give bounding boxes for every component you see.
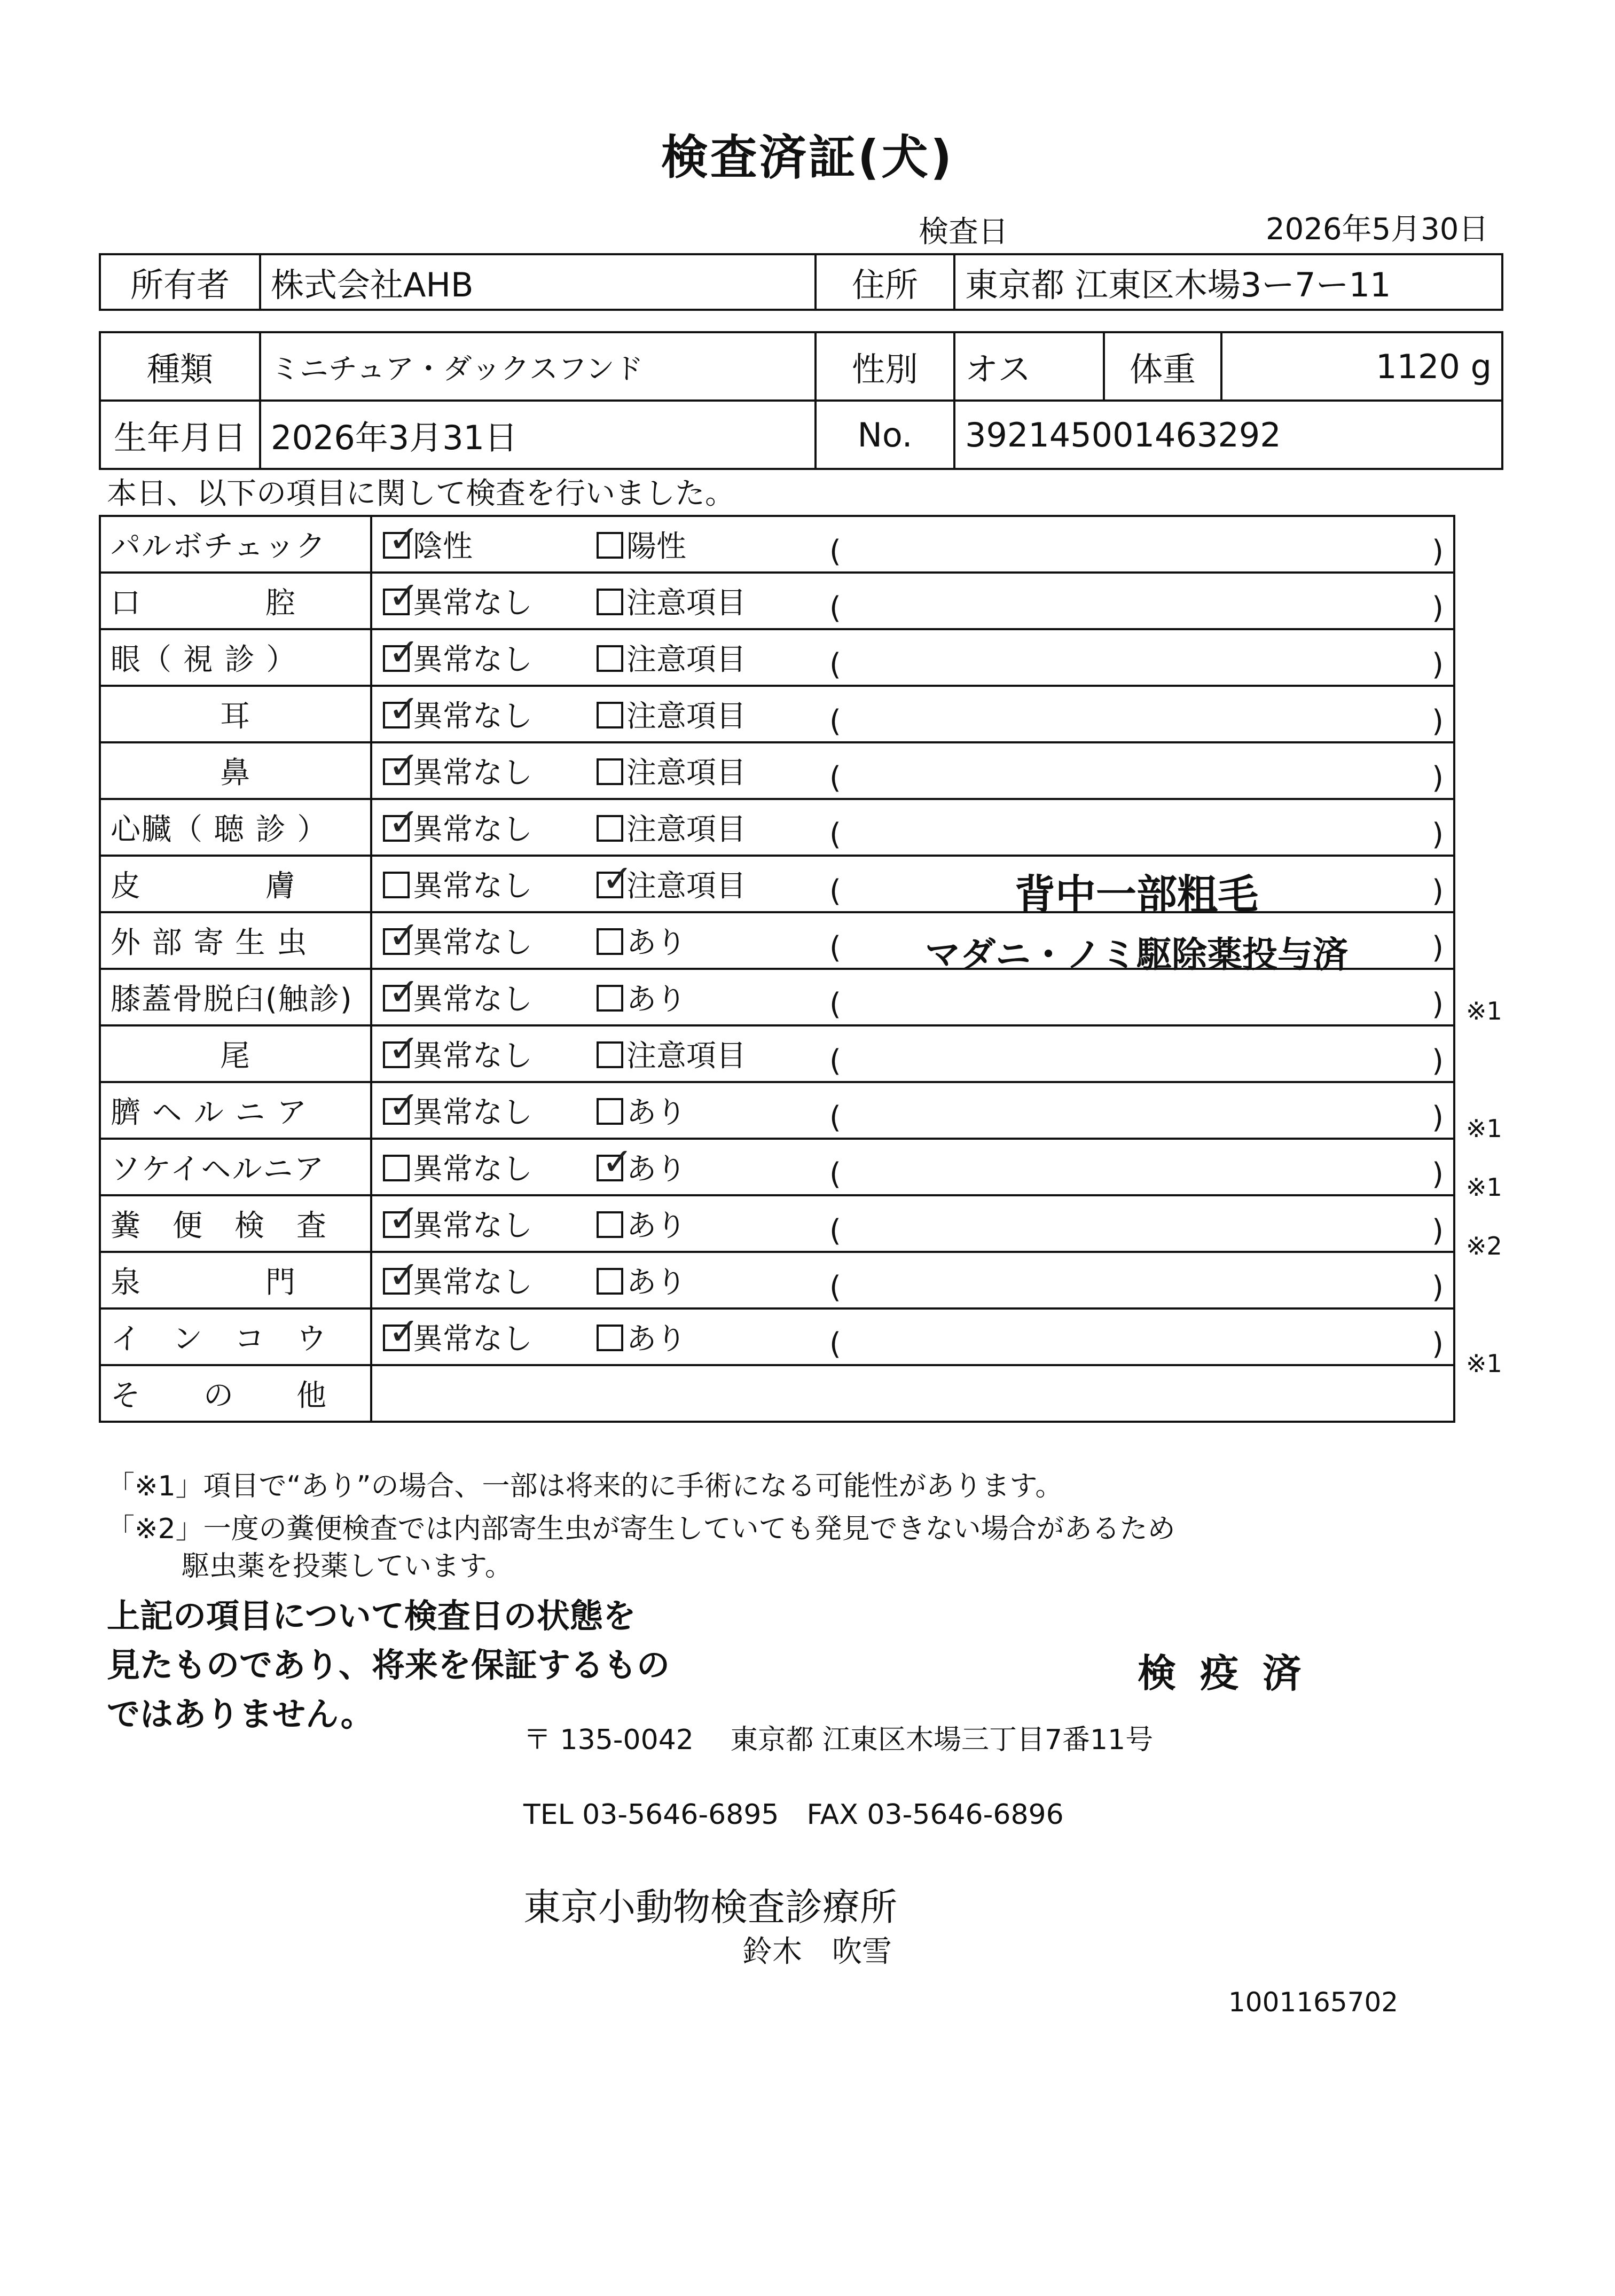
owner-label: 所有者 [100,254,260,310]
quarantine-stamp: 検 疫 済 [1138,1651,1307,1696]
exam-option[interactable] [383,693,597,735]
breed-value: ミニチュア・ダックスフンド [260,332,816,401]
open-paren: ( [829,760,841,795]
exam-table [99,515,1455,1423]
option-label: 注意項目 [626,586,746,621]
exam-row [100,1195,1454,1252]
checkbox[interactable] [383,815,410,842]
open-paren: ( [829,534,841,569]
footnote-mark: ※1 [1466,1173,1502,1202]
close-paren: ) [1432,873,1444,908]
exam-note-cell [820,1082,1454,1139]
checkbox[interactable] [383,532,410,559]
exam-date-label: 検査日 [919,215,1008,249]
open-paren: ( [829,1326,841,1361]
exam-note-cell [820,1195,1454,1252]
checkbox[interactable] [597,1268,623,1295]
close-paren: ) [1432,986,1444,1022]
exam-option[interactable] [383,976,597,1018]
option-label: 異常なし [413,642,532,677]
option-label: あり [626,926,686,960]
exam-item-label: 口 腔 [100,573,371,629]
exam-option[interactable] [597,693,810,735]
exam-row [100,799,1454,856]
exam-options [371,1082,820,1139]
exam-option[interactable] [383,1089,597,1132]
open-paren: ( [829,1156,841,1192]
option-label: 異常なし [413,756,532,790]
exam-note-cell [820,1025,1454,1082]
open-paren: ( [829,817,841,852]
checkbox[interactable] [383,1155,410,1181]
exam-options [371,1195,820,1252]
checkbox[interactable] [597,758,623,785]
exam-option[interactable] [383,1315,597,1358]
exam-row [100,969,1454,1025]
exam-option[interactable] [383,1259,597,1302]
address-label: 住所 [816,254,954,310]
owner-table [99,253,1503,311]
option-label: 異常なし [413,1095,532,1130]
exam-row [100,856,1454,912]
checkbox[interactable] [383,702,410,728]
option-label: 異常なし [413,699,532,734]
checkbox[interactable] [597,928,623,955]
exam-note: マダニ・ノミ駆除薬投与済 [925,934,1348,975]
exam-item-label: 臍 ヘ ル ニ ア [100,1082,371,1139]
exam-option[interactable] [597,523,810,566]
exam-note-cell [820,573,1454,629]
exam-item-label: 眼（ 視 診 ） [100,629,371,686]
checkbox[interactable] [383,985,410,1012]
exam-note-cell [820,1308,1454,1365]
option-label: あり [626,1209,686,1243]
checkbox[interactable] [597,1325,623,1351]
exam-option[interactable] [383,806,597,849]
checkbox[interactable] [597,1098,623,1125]
exam-option[interactable] [597,1089,810,1132]
exam-note-cell [820,912,1454,975]
other-label: そ の 他 [100,1365,371,1422]
exam-item-label: 心臓（ 聴 診 ） [100,799,371,856]
animal-table [99,331,1503,470]
exam-options [371,1252,820,1308]
no-value: 392145001463292 [954,401,1502,469]
checkbox[interactable] [383,1098,410,1125]
exam-option[interactable] [597,976,810,1018]
option-label: 異常なし [413,812,532,847]
close-paren: ) [1432,703,1444,739]
option-label: 異常なし [413,982,532,1017]
footnote-mark: ※1 [1466,1349,1502,1378]
option-label: 注意項目 [626,642,746,677]
option-label: 異常なし [413,1265,532,1300]
checkbox[interactable] [597,1211,623,1238]
option-label: あり [626,1152,686,1187]
weight-label: 体重 [1104,332,1221,401]
exam-item-label: ソケイヘルニア [100,1139,371,1195]
exam-row [100,742,1454,799]
exam-option[interactable] [597,1202,810,1245]
exam-option[interactable] [597,749,810,792]
exam-options [371,912,820,969]
exam-option[interactable] [383,863,597,905]
footnote-mark: ※1 [1466,1114,1502,1143]
footnote-mark: ※1 [1466,997,1502,1025]
close-paren: ) [1432,930,1444,965]
intro-text: 本日、以下の項目に関して検査を行いました。 [107,476,735,511]
open-paren: ( [829,873,841,908]
footnote-2-cont: 駆虫薬を投薬しています。 [182,1550,513,1582]
checkbox[interactable] [597,645,623,672]
checkbox[interactable] [597,702,623,728]
exam-note-cell [820,742,1454,799]
close-paren: ) [1432,1270,1444,1305]
exam-row [100,912,1454,969]
option-label: 異常なし [413,586,532,621]
exam-note: 背中一部粗毛 [1015,870,1258,918]
footnote-2: 「※2」一度の糞便検査では内部寄生虫が寄生していても発見できない場合があるため [107,1513,1175,1545]
checkbox[interactable] [383,1211,410,1238]
exam-option[interactable] [597,919,810,962]
exam-option[interactable] [383,523,597,566]
exam-option[interactable] [383,636,597,679]
owner-value: 株式会社AHB [260,254,816,310]
checkbox[interactable] [597,1041,623,1068]
close-paren: ) [1432,1156,1444,1192]
checkbox[interactable] [383,589,410,615]
clinic-address: 〒 135-0042 東京都 江東区木場三丁目7番11号 [523,1724,1154,1756]
option-label: 異常なし [413,869,532,904]
open-paren: ( [829,1213,841,1248]
breed-label: 種類 [100,332,260,401]
exam-options [371,573,820,629]
footnote-1: 「※1」項目で“あり”の場合、一部は将来的に手術になる可能性があります。 [107,1470,1063,1502]
exam-note-cell [820,799,1454,856]
exam-item-label: 皮 膚 [100,856,371,912]
option-label: 注意項目 [626,1039,746,1073]
exam-option[interactable] [597,1259,810,1302]
option-label: 異常なし [413,1152,532,1187]
checkbox[interactable] [383,1325,410,1351]
checkbox[interactable] [597,985,623,1012]
close-paren: ) [1432,1043,1444,1078]
exam-option[interactable] [597,863,810,905]
clinic-name: 東京小動物検査診療所 [523,1885,897,1929]
exam-options [371,1139,820,1195]
birth-value: 2026年3月31日 [260,401,816,469]
exam-row [100,516,1454,573]
open-paren: ( [829,590,841,625]
exam-options [371,629,820,686]
exam-row [100,1308,1454,1365]
option-label: あり [626,1265,686,1300]
other-value [371,1365,1454,1422]
exam-options [371,1308,820,1365]
exam-option[interactable] [383,1032,597,1075]
exam-option[interactable] [597,1315,810,1358]
exam-option[interactable] [383,749,597,792]
open-paren: ( [829,1100,841,1135]
exam-item-label: 耳 [100,686,371,742]
option-label: 注意項目 [626,699,746,734]
sex-value: オス [954,332,1104,401]
exam-options [371,856,820,912]
exam-item-label: イ ン コ ウ [100,1308,371,1365]
checkbox[interactable] [383,758,410,785]
exam-date: 2026年5月30日 [1266,212,1489,247]
checkbox[interactable] [383,928,410,955]
checkbox[interactable] [597,532,623,559]
option-label: あり [626,982,686,1017]
option-label: 異常なし [413,1039,532,1073]
exam-option[interactable] [597,1146,810,1188]
exam-item-label: パルボチェック [100,516,371,573]
open-paren: ( [829,1043,841,1078]
close-paren: ) [1432,590,1444,625]
document-title: 検査済証(犬) [661,130,954,185]
exam-note-cell [820,856,1454,918]
disclaimer-line: ではありません。 [107,1695,374,1734]
checkbox[interactable] [383,645,410,672]
exam-item-label: 鼻 [100,742,371,799]
option-label: 注意項目 [626,812,746,847]
exam-item-label: 尾 [100,1025,371,1082]
option-label: あり [626,1095,686,1130]
exam-option[interactable] [383,919,597,962]
close-paren: ) [1432,1100,1444,1135]
option-label: 異常なし [413,1209,532,1243]
exam-option[interactable] [597,806,810,849]
exam-item-label: 糞 便 検 査 [100,1195,371,1252]
close-paren: ) [1432,647,1444,682]
checkbox[interactable] [597,872,623,898]
open-paren: ( [829,703,841,739]
exam-option[interactable] [597,636,810,679]
birth-label: 生年月日 [100,401,260,469]
close-paren: ) [1432,1326,1444,1361]
checkbox[interactable] [383,1041,410,1068]
exam-options [371,742,820,799]
exam-item-label: 泉 門 [100,1252,371,1308]
open-paren: ( [829,986,841,1022]
option-label: 異常なし [413,926,532,960]
exam-options [371,686,820,742]
exam-options [371,799,820,856]
checkbox[interactable] [383,1268,410,1295]
option-label: 陰性 [413,529,473,564]
exam-row [100,1025,1454,1082]
close-paren: ) [1432,534,1444,569]
exam-note-cell [820,686,1454,742]
exam-row [100,1252,1454,1308]
exam-row [100,629,1454,686]
exam-item-label: 膝蓋骨脱臼(触診) [100,969,371,1025]
close-paren: ) [1432,817,1444,852]
option-label: 異常なし [413,1322,532,1357]
checkbox[interactable] [597,815,623,842]
open-paren: ( [829,930,841,965]
exam-options [371,1025,820,1082]
exam-option[interactable] [383,1146,597,1188]
exam-row [100,1082,1454,1139]
disclaimer-line: 上記の項目について検査日の状態を [107,1596,636,1635]
exam-options [371,969,820,1025]
exam-note-cell [820,1252,1454,1308]
checkbox[interactable] [383,872,410,898]
exam-option[interactable] [383,1202,597,1245]
open-paren: ( [829,647,841,682]
document-number: 1001165702 [1228,1987,1399,2018]
option-label: 注意項目 [626,756,746,790]
checkbox[interactable] [597,589,623,615]
footnote-mark: ※2 [1466,1232,1502,1260]
address-value: 東京都 江東区木場3ー7ー11 [954,254,1502,310]
exam-note-cell [820,969,1454,1025]
clinic-tel-fax: TEL 03-5646-6895 FAX 03-5646-6896 [523,1799,1064,1831]
exam-row [100,573,1454,629]
vet-name: 鈴木 吹雪 [742,1934,892,1969]
close-paren: ) [1432,760,1444,795]
option-label: 陽性 [626,529,686,564]
exam-note-cell [820,629,1454,686]
exam-note-cell [820,1139,1454,1195]
exam-option[interactable] [597,1032,810,1075]
exam-option[interactable] [597,579,810,622]
disclaimer-line: 見たものであり、将来を保証するもの [107,1645,670,1684]
option-label: 注意項目 [626,869,746,904]
checkbox[interactable] [597,1155,623,1181]
exam-option[interactable] [383,579,597,622]
weight-value: 1120 g [1221,332,1502,401]
exam-row [100,1139,1454,1195]
sex-label: 性別 [816,332,954,401]
exam-row [100,686,1454,742]
option-label: あり [626,1322,686,1357]
exam-note-cell [820,516,1454,573]
close-paren: ) [1432,1213,1444,1248]
exam-item-label: 外 部 寄 生 虫 [100,912,371,969]
exam-options [371,516,820,573]
no-label: No. [816,401,954,469]
open-paren: ( [829,1270,841,1305]
